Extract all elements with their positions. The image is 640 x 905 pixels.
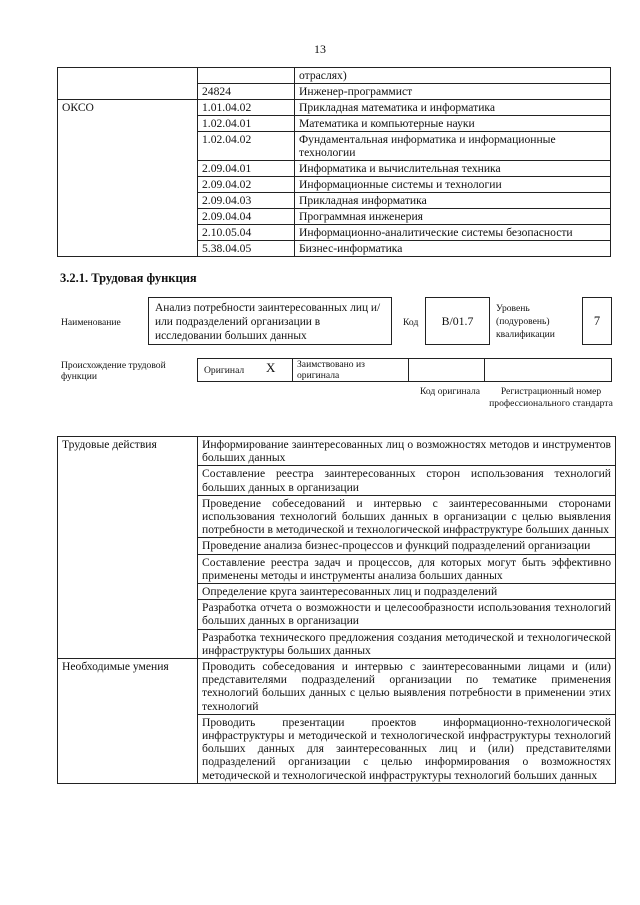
action-item: Информирование заинтересованных лиц о возможностях методов и инструментов больших данных (198, 437, 616, 466)
okso-text-cell: Информационные системы и технологии (295, 177, 611, 193)
action-item: Разработка отчета о возможности и целесообразности использования технологий больших данных в организации (198, 600, 616, 629)
borrowed-cell (293, 359, 409, 381)
code-original-cell (409, 359, 485, 381)
okso-code-cell: 5.38.04.05 (198, 241, 295, 257)
level-label: Уровень (подуровень) квалификации (496, 303, 555, 340)
okso-code-cell: 2.09.04.01 (198, 161, 295, 177)
okso-text-cell: отраслях) (295, 68, 611, 84)
skills-label: Необходимые умения (58, 659, 198, 784)
okso-label: ОКСО (58, 100, 198, 257)
action-item: Составление реестра задач и процессов, для которых могут быть эффективно применены методы и инструменты анализа больших данных (198, 554, 616, 583)
function-level: 7 (582, 297, 612, 345)
action-item: Проведение анализа бизнес-процессов и функций подразделений организации (198, 538, 616, 554)
name-label: Наименование (61, 317, 121, 328)
okso-code-cell: 2.09.04.02 (198, 177, 295, 193)
okso-text-cell: Фундаментальная информатика и информационные технологии (295, 132, 611, 161)
origin-row (197, 358, 612, 382)
okso-code-cell: 2.09.04.04 (198, 209, 295, 225)
table-row (58, 437, 616, 466)
original-mark: Х (266, 360, 276, 375)
origin-label: Происхождение трудовой функции (61, 360, 166, 382)
table-row (58, 68, 611, 84)
okso-blank-cell (58, 68, 198, 84)
okso-table (57, 67, 611, 257)
okso-code-cell: 1.02.04.02 (198, 132, 295, 161)
code-label: Код (403, 317, 419, 328)
okso-text-cell: Прикладная математика и информатика (295, 100, 611, 116)
function-name: Анализ потребности заинтересованных лиц и/или подразделений организации в исследовании больших данных (148, 297, 392, 345)
original-label: Оригинал (204, 365, 245, 376)
okso-code-cell: 2.10.05.04 (198, 225, 295, 241)
actions-label: Трудовые действия (58, 437, 198, 659)
action-item: Определение круга заинтересованных лиц и подразделений (198, 584, 616, 600)
section-title: 3.2.1. Трудовая функция (60, 271, 197, 285)
okso-text-cell: Информационно-аналитические системы безопасности (295, 225, 611, 241)
okso-code-cell: 1.01.04.02 (198, 100, 295, 116)
okso-text-cell: Прикладная информатика (295, 193, 611, 209)
table-row (58, 84, 611, 100)
skill-item: Проводить собеседования и интервью с заинтересованными лицами и (или) представителями подразделений организации по тематике применения технологий больших данных с целью выявления потребности в применении этих технологий (198, 659, 616, 715)
okso-blank-cell (58, 84, 198, 100)
original-cell (198, 359, 293, 381)
okso-text-cell: Математика и компьютерные науки (295, 116, 611, 132)
okso-code-cell: 1.02.04.01 (198, 116, 295, 132)
table-row (58, 100, 611, 116)
borrowed-label: Заимствовано из оригинала (297, 359, 365, 381)
page-number: 13 (314, 42, 326, 56)
okso-text-cell: Информатика и вычислительная техника (295, 161, 611, 177)
action-item: Разработка технического предложения создания методической и технологической инфраструктуры больших данных (198, 629, 616, 658)
okso-text-cell: Бизнес-информатика (295, 241, 611, 257)
action-item: Проведение собеседований и интервью с заинтересованными сторонами использования технологий больших данных в организации с целью выявления потребности в методической и технологической инфраструктуре больших данных (198, 495, 616, 538)
okso-code-cell (198, 68, 295, 84)
skill-item: Проводить презентации проектов информационно-технологической инфраструктуры и методической и технологической инфраструктуры технологий больших данных для заинтересованных лиц и (или) представителями подразделений организации с целью информирования о возможностях методической и технологической инфраструктуры технологий больших данных (198, 714, 616, 783)
okso-text-cell: Программная инженерия (295, 209, 611, 225)
okso-code-cell: 2.09.04.03 (198, 193, 295, 209)
okso-text-cell: Инженер-программист (295, 84, 611, 100)
labor-table (57, 436, 616, 784)
okso-code-cell: 24824 (198, 84, 295, 100)
reg-number-caption: Регистрационный номер профессионального стандарта (489, 386, 613, 409)
action-item: Составление реестра заинтересованных сторон использования технологий больших данных в организации (198, 466, 616, 495)
table-row (58, 659, 616, 715)
function-code: B/01.7 (425, 297, 490, 345)
code-original-caption: Код оригинала (419, 386, 481, 397)
